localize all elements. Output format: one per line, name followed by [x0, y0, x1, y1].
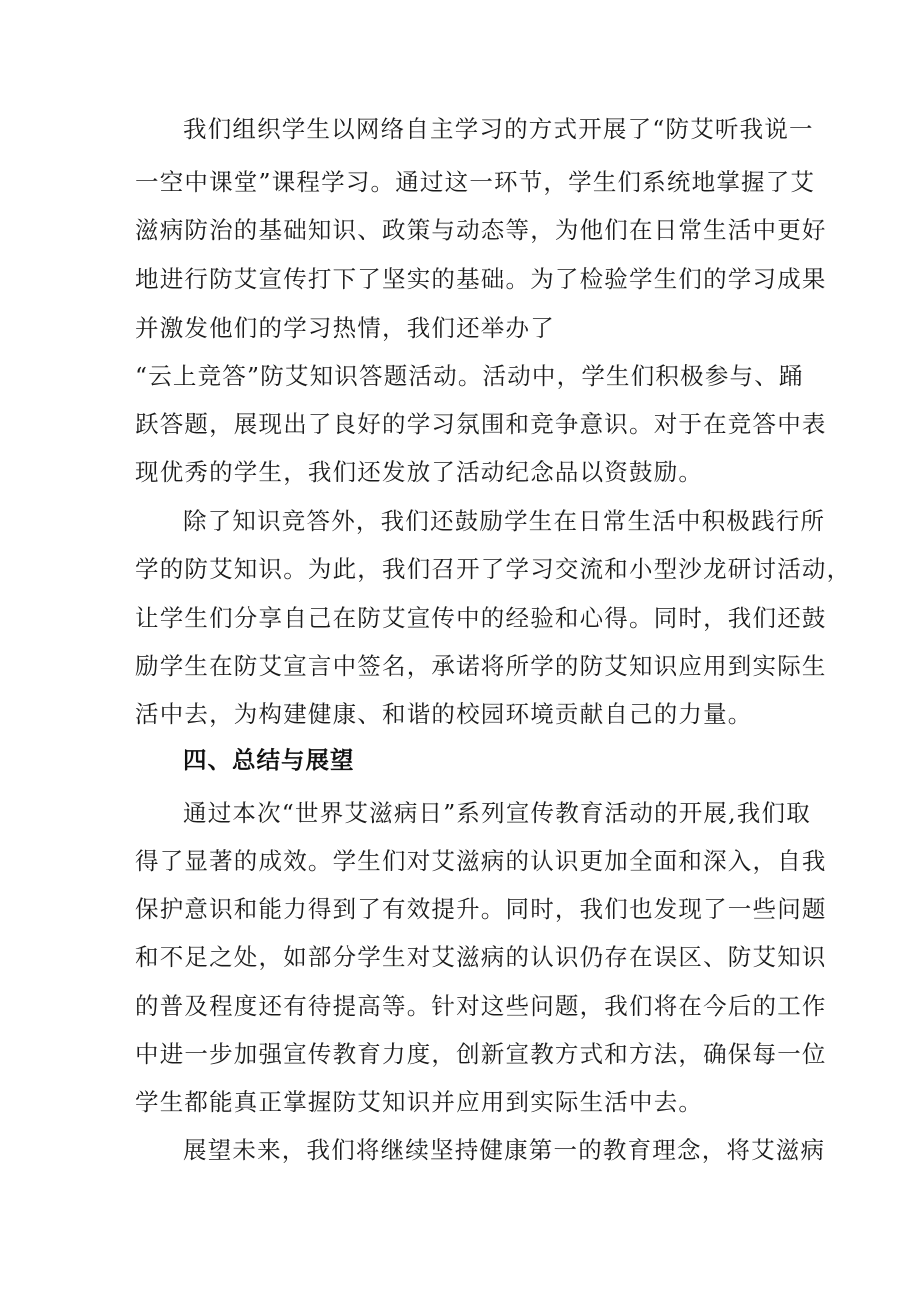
paragraph-line: 让学生们分享自己在防艾宣传中的经验和心得。同时，我们还鼓 [135, 604, 827, 632]
paragraph-line: “云上竞答”防艾知识答题活动。活动中，学生们积极参与、踊 [135, 362, 804, 390]
paragraph-line: 和不足之处，如部分学生对艾滋病的认识仍存在误区、防艾知识 [135, 943, 827, 971]
paragraph-line: 一空中课堂”课程学习。通过这一环节，学生们系统地掌握了艾 [135, 168, 816, 196]
paragraph-line: 学生都能真正掌握防艾知识并应用到实际生活中去。 [135, 1088, 704, 1116]
paragraph-line: 展望未来，我们将继续坚持健康第一的教育理念，将艾滋病 [183, 1136, 826, 1164]
paragraph-line: 保护意识和能力得到了有效提升。同时，我们也发现了一些问题 [135, 895, 827, 923]
paragraph-line: 学的防艾知识。为此，我们召开了学习交流和小型沙龙研讨活动， [135, 555, 852, 583]
section-heading: 四、总结与展望 [183, 746, 355, 774]
paragraph-line: 的普及程度还有待提高等。针对这些问题，我们将在今后的工作 [135, 992, 827, 1020]
paragraph-line: 通过本次“世界艾滋病日”系列宣传教育活动的开展,我们取 [183, 799, 811, 827]
paragraph-line: 跃答题，展现出了良好的学习氛围和竞争意识。对于在竞答中表 [135, 410, 827, 438]
paragraph-line: 并激发他们的学习热情，我们还举办了 [135, 314, 555, 342]
paragraph-line: 地进行防艾宣传打下了坚实的基础。为了检验学生们的学习成果 [135, 265, 827, 293]
paragraph-line: 中进一步加强宣传教育力度，创新宣教方式和方法，确保每一位 [135, 1040, 827, 1068]
paragraph-line: 活中去，为构建健康、和谐的校园环境贡献自己的力量。 [135, 700, 753, 728]
paragraph-line: 励学生在防艾宣言中签名，承诺将所学的防艾知识应用到实际生 [135, 652, 827, 680]
paragraph-line: 滋病防治的基础知识、政策与动态等，为他们在日常生活中更好 [135, 216, 827, 244]
paragraph-line: 我们组织学生以网络自主学习的方式开展了“防艾听我说一 [183, 115, 814, 143]
paragraph-line: 得了显著的成效。学生们对艾滋病的认识更加全面和深入，自我 [135, 847, 827, 875]
paragraph-line: 除了知识竞答外，我们还鼓励学生在日常生活中积极践行所 [183, 507, 826, 535]
paragraph-line: 现优秀的学生，我们还发放了活动纪念品以资鼓励。 [135, 458, 704, 486]
